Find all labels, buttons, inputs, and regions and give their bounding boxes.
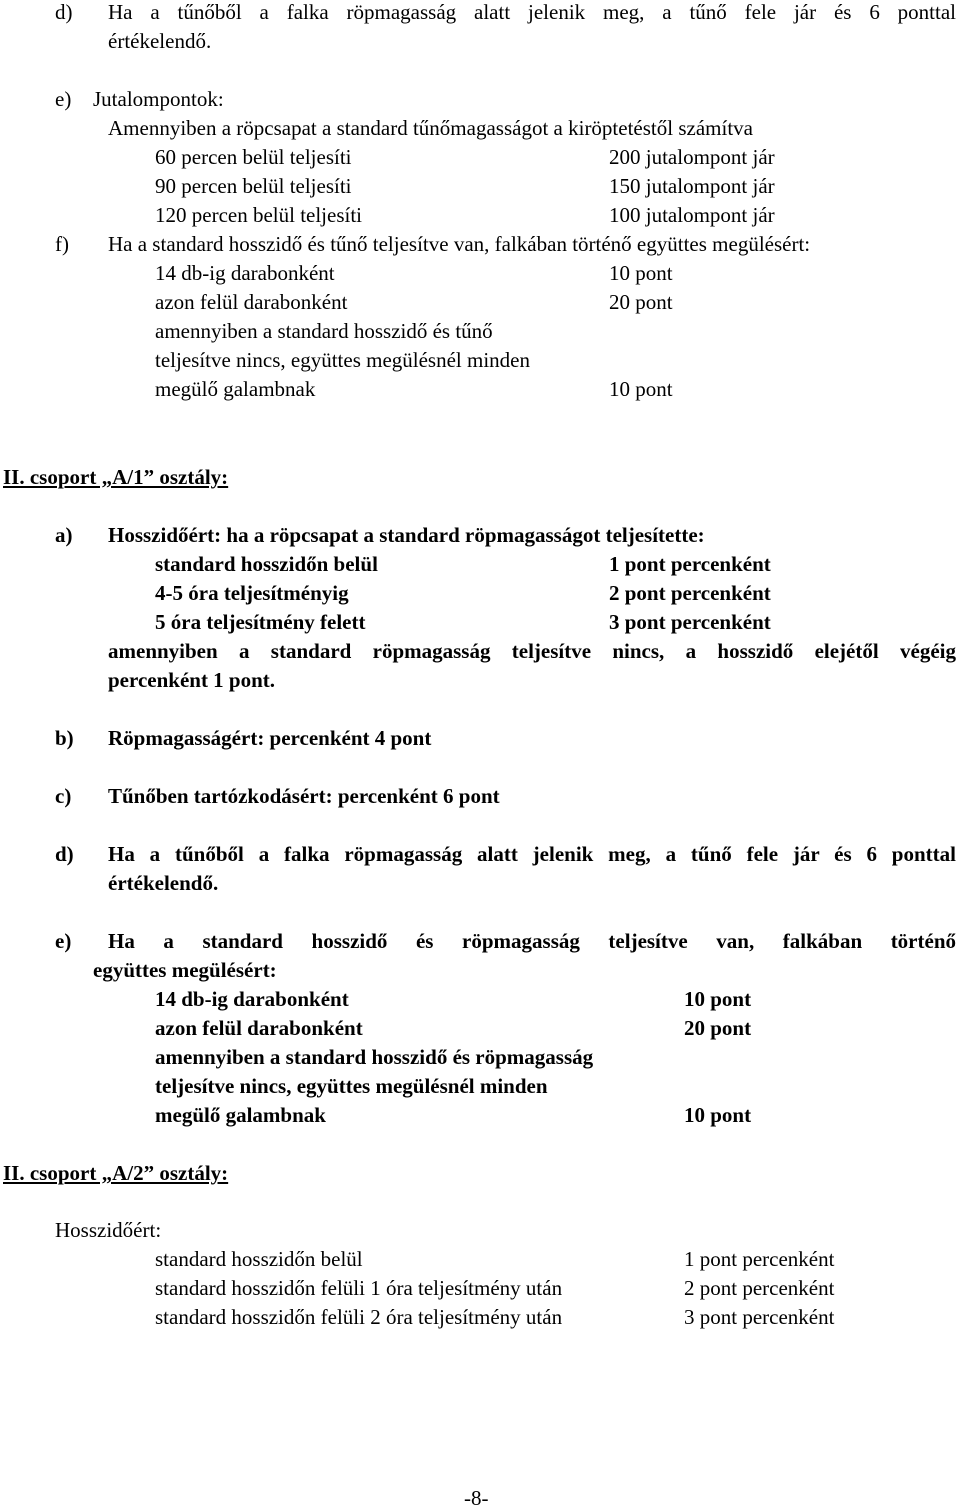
score-row-label: standard hosszidőn belül: [155, 552, 378, 576]
reward-row-value: 200 jutalompont jár: [609, 145, 775, 169]
item-b-text: Röpmagasságért: percenként 4 pont: [108, 726, 432, 750]
condition-line: teljesítve nincs, együttes megülésnél minden: [155, 1074, 548, 1098]
condition-line: megülő galambnak: [155, 1103, 326, 1127]
item-e-line2: együttes megülésért:: [93, 958, 277, 982]
item-f-title: Ha a standard hosszidő és tűnő teljesítve van, falkában történő együttes megülésért:: [108, 232, 811, 256]
item-marker-b: b): [55, 726, 74, 750]
score-row-label: standard hosszidőn felüli 2 óra teljesítmény után: [155, 1305, 563, 1329]
condition-line: amennyiben a standard hosszidő és röpmagasság: [155, 1045, 594, 1069]
item-marker-c: c): [55, 784, 72, 808]
reward-row-value: 150 jutalompont jár: [609, 174, 775, 198]
score-row-value: 10 pont: [609, 261, 673, 285]
condition-line: megülő galambnak: [155, 377, 316, 401]
a2-subtitle: Hosszidőért:: [55, 1218, 162, 1242]
score-row-label: 4-5 óra teljesítményig: [155, 581, 349, 605]
score-row-label: 5 óra teljesítmény felett: [155, 610, 366, 634]
score-row-label: 14 db-ig darabonként: [155, 987, 349, 1011]
item-e-intro: Amennyiben a röpcsapat a standard tűnőmagasságot a kiröptetéstől számítva: [108, 116, 753, 140]
reward-row-value: 100 jutalompont jár: [609, 203, 775, 227]
score-row-value: 3 pont percenként: [609, 610, 771, 634]
section-heading-a1: II. csoport „A/1” osztály:: [3, 465, 229, 489]
item-a-note-line2: percenként 1 pont.: [108, 668, 276, 692]
item-c-text: Tűnőben tartózkodásért: percenként 6 pont: [108, 784, 500, 808]
score-row-label: azon felül darabonként: [155, 1016, 363, 1040]
item-marker-f: f): [55, 232, 69, 256]
score-row-label: azon felül darabonként: [155, 290, 348, 314]
page-number: -8-: [464, 1486, 489, 1510]
condition-line: amennyiben a standard hosszidő és tűnő: [155, 319, 493, 343]
item-d-line1: Ha a tűnőből a falka röpmagasság alatt jelenik meg, a tűnő fele jár és 6 ponttal: [108, 0, 956, 24]
item-a-title: Hosszidőért: ha a röpcsapat a standard röpmagasságot teljesítette:: [108, 523, 705, 547]
score-row-value: 20 pont: [684, 1016, 752, 1040]
item-a-note-line1: amennyiben a standard röpmagasság teljesítve nincs, a hosszidő elejétől végéig: [108, 639, 956, 663]
item-marker-e: e): [55, 929, 72, 953]
condition-value: 10 pont: [609, 377, 673, 401]
score-row-value: 1 pont percenként: [684, 1247, 835, 1271]
item-marker-a: a): [55, 523, 73, 547]
score-row-value: 3 pont percenként: [684, 1305, 835, 1329]
condition-value: 10 pont: [684, 1103, 752, 1127]
score-row-value: 20 pont: [609, 290, 673, 314]
section-heading-a2: II. csoport „A/2” osztály:: [3, 1161, 229, 1185]
score-row-label: 14 db-ig darabonként: [155, 261, 335, 285]
item-marker-e: e): [55, 87, 72, 111]
reward-row-label: 90 percen belül teljesíti: [155, 174, 352, 198]
item-d-line1: Ha a tűnőből a falka röpmagasság alatt jelenik meg, a tűnő fele jár és 6 ponttal: [108, 842, 956, 866]
score-row-label: standard hosszidőn felüli 1 óra teljesítmény után: [155, 1276, 563, 1300]
item-marker-d: d): [55, 0, 73, 24]
item-e-line1: Ha a standard hosszidő és röpmagasság teljesítve van, falkában történő: [108, 929, 956, 953]
reward-row-label: 60 percen belül teljesíti: [155, 145, 352, 169]
item-marker-d: d): [55, 842, 74, 866]
item-d-line2: értékelendő.: [108, 871, 219, 895]
score-row-value: 2 pont percenként: [684, 1276, 835, 1300]
score-row-value: 10 pont: [684, 987, 752, 1011]
condition-line: teljesítve nincs, együttes megülésnél minden: [155, 348, 530, 372]
score-row-value: 2 pont percenként: [609, 581, 771, 605]
score-row-value: 1 pont percenként: [609, 552, 771, 576]
reward-row-label: 120 percen belül teljesíti: [155, 203, 363, 227]
item-d-line2: értékelendő.: [108, 29, 212, 53]
score-row-label: standard hosszidőn belül: [155, 1247, 363, 1271]
item-e-title: Jutalompontok:: [93, 87, 224, 111]
